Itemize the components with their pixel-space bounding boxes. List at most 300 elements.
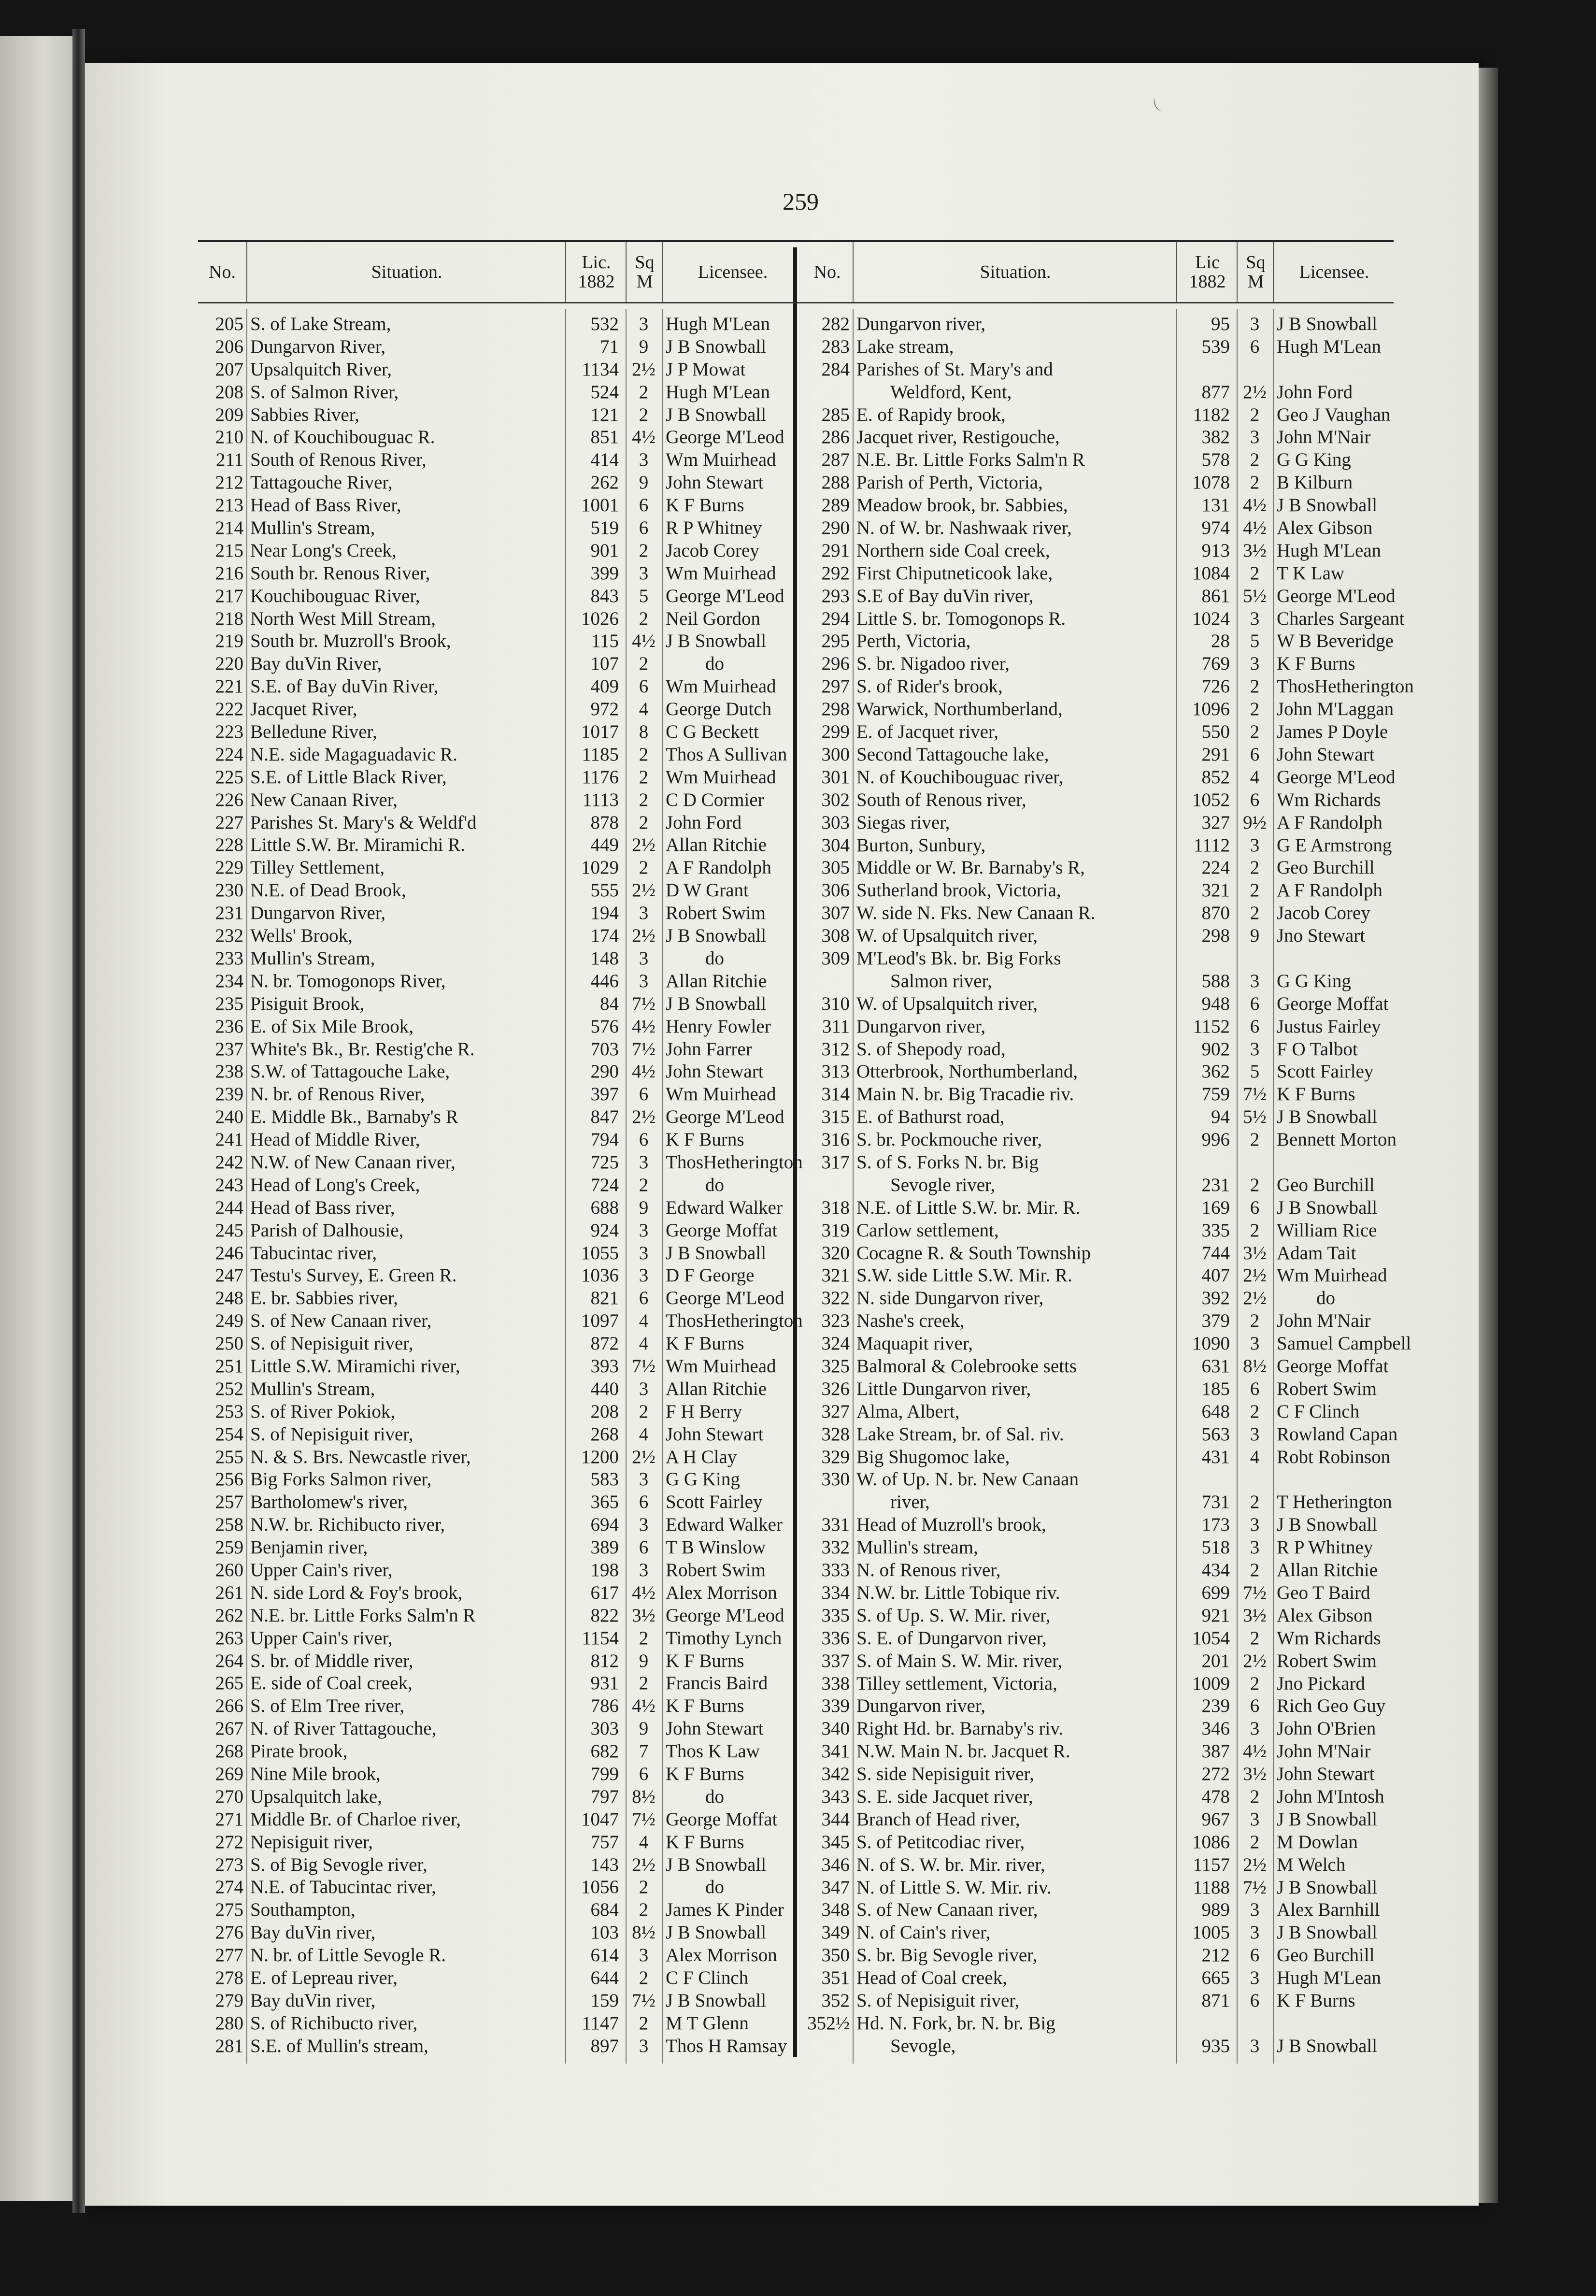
table-row	[198, 1423, 802, 1446]
situation-cell	[250, 812, 563, 834]
situation-text: Pirate brook,	[250, 1741, 348, 1762]
table-row	[802, 993, 1394, 1016]
header-square-miles	[626, 242, 663, 302]
table-row	[802, 404, 1394, 427]
row-number: 239	[215, 1084, 243, 1105]
square-miles: 2	[1250, 1220, 1260, 1241]
licensee-name: Wm Muirhead	[666, 1084, 776, 1105]
situation-text: South of Renous river,	[856, 789, 1026, 810]
situation-text: N. of S. W. br. Mir. river,	[856, 1854, 1045, 1875]
square-miles: 4½	[632, 1061, 656, 1082]
licensee-name: K F Burns	[666, 1831, 744, 1852]
square-miles: 3	[1250, 1537, 1260, 1558]
licence-number: 1078	[1192, 472, 1230, 493]
header-square-miles	[1237, 242, 1274, 302]
row-number: 300	[821, 744, 850, 765]
square-miles: 7	[639, 1741, 649, 1762]
licensee-name: A F Randolph	[666, 857, 771, 878]
situation-text: E. Middle Bk., Barnaby's R	[250, 1106, 458, 1128]
licensee-name: J B Snowball	[666, 925, 767, 947]
licensee-name: J B Snowball	[1277, 495, 1378, 516]
licensee-name: J B Snowball	[1277, 1106, 1378, 1128]
square-miles: 2½	[1243, 1265, 1267, 1286]
licence-number: 699	[1201, 1582, 1230, 1603]
table-row	[802, 517, 1394, 540]
situation-text: Middle Br. of Charloe river,	[250, 1808, 461, 1830]
licence-number: 194	[590, 903, 619, 924]
situation-text: Mullin's Stream,	[250, 517, 375, 539]
situation-text: Nine Mile brook,	[250, 1764, 381, 1784]
situation-text: Belledune River,	[250, 721, 377, 743]
licensee-name: Hugh M'Lean	[1277, 540, 1382, 561]
square-miles: 2	[639, 1627, 649, 1649]
table-row	[802, 336, 1394, 359]
licence-number: 913	[1201, 540, 1230, 561]
situation-cell	[856, 1310, 1174, 1333]
square-miles: 3	[639, 947, 649, 969]
table-row	[198, 1378, 802, 1401]
situation-cell	[250, 1129, 563, 1151]
licensee-name: F O Talbot	[1277, 1038, 1358, 1060]
licence-number: 847	[590, 1106, 619, 1128]
licensee-name: George M'Leod	[666, 427, 784, 448]
square-miles: 2½	[632, 359, 656, 380]
situation-text: S. of New Canaan river,	[856, 1899, 1038, 1921]
table-row	[198, 902, 802, 925]
licence-number: 644	[590, 1967, 619, 1989]
licence-number: 212	[1201, 1945, 1230, 1966]
row-number: 262	[215, 1605, 243, 1626]
licensee-name: J B Snowball	[666, 336, 767, 357]
situation-cell	[856, 426, 1174, 449]
table-row	[802, 1355, 1394, 1378]
situation-cell	[856, 540, 1174, 562]
table-row	[802, 1808, 1394, 1831]
square-miles: 2	[639, 1401, 649, 1422]
situation-cell	[250, 1627, 563, 1650]
situation-cell	[856, 404, 1174, 427]
table-row	[198, 1559, 802, 1582]
situation-cell	[856, 857, 1174, 879]
table-row	[198, 2035, 802, 2058]
licensee-name: K F Burns	[666, 495, 744, 516]
situation-text: N. side Lord & Foy's brook,	[250, 1582, 463, 1603]
situation-cell	[856, 494, 1174, 517]
licence-number: 262	[590, 472, 619, 493]
licence-number: 583	[590, 1469, 619, 1490]
table-row	[802, 1877, 1394, 1899]
square-miles: 3	[1250, 1514, 1260, 1535]
situation-cell	[250, 1287, 563, 1310]
square-miles: 2	[1250, 472, 1260, 493]
square-miles: 3	[639, 562, 649, 584]
licensee-name: A F Randolph	[1277, 880, 1382, 901]
situation-text: S. of River Pokiok,	[250, 1401, 396, 1422]
licence-number: 974	[1201, 517, 1230, 539]
situation-cell	[856, 1559, 1174, 1582]
licensee-name: Geo Burchill	[1277, 1945, 1375, 1966]
table-row	[802, 1854, 1394, 1877]
row-number: 347	[821, 1877, 850, 1898]
licensee-name: B Kilburn	[1277, 472, 1353, 493]
situation-text: Testu's Survey, E. Green R.	[250, 1265, 457, 1286]
square-miles: 7½	[1243, 1582, 1267, 1603]
licence-number: 84	[600, 993, 619, 1014]
licence-number: 897	[590, 2035, 619, 2056]
table-row	[802, 1401, 1394, 1423]
table-row	[198, 1016, 802, 1038]
situation-text: N.E. side Magaguadavic R.	[250, 744, 457, 765]
square-miles: 4	[1250, 766, 1260, 788]
right-license-table	[802, 242, 1414, 2058]
table-row	[802, 1582, 1394, 1605]
licensee-name: ThosHetherington	[1277, 676, 1414, 697]
situation-text: E. of Lepreau river,	[250, 1967, 398, 1989]
situation-cell	[856, 1627, 1174, 1650]
square-miles: 2	[639, 744, 649, 765]
situation-cell	[856, 1899, 1174, 1922]
licensee-name: Justus Fairley	[1277, 1016, 1381, 1037]
header-licensee-text: Licensee.	[698, 261, 768, 282]
table-row	[802, 1718, 1394, 1740]
licensee-name: R P Whitney	[1277, 1537, 1373, 1558]
licensee-name: George M'Leod	[666, 1605, 784, 1626]
row-number: 255	[215, 1446, 243, 1467]
row-number: 295	[821, 631, 850, 652]
licensee-name: T K Law	[1277, 562, 1345, 584]
situation-text: S. E. of Dungarvon river,	[856, 1627, 1047, 1649]
row-number: 205	[215, 314, 243, 334]
table-row	[802, 834, 1394, 857]
licensee-name: Robert Swim	[1277, 1378, 1377, 1399]
situation-text: Sutherland brook, Victoria,	[856, 880, 1061, 901]
table-row	[198, 766, 802, 789]
situation-continuation: river,	[890, 1492, 930, 1513]
table-row	[198, 1627, 802, 1650]
situation-cell	[250, 313, 563, 336]
row-number: 286	[821, 427, 850, 448]
row-number: 220	[215, 653, 243, 674]
header-situation-text: Situation.	[371, 261, 442, 282]
row-number: 289	[821, 495, 850, 516]
licence-number: 1185	[582, 744, 619, 765]
situation-text: S.E. of Mullin's stream,	[250, 2035, 428, 2056]
licence-number: 434	[1201, 1560, 1230, 1581]
licensee-name: G E Armstrong	[1277, 834, 1392, 856]
situation-text: Bay duVin river,	[250, 1990, 376, 2011]
row-number: 209	[215, 404, 243, 425]
licence-number: 291	[1201, 744, 1230, 765]
situation-text: N. br. of Renous River,	[250, 1084, 425, 1105]
row-number: 218	[215, 608, 243, 629]
square-miles: 5	[1250, 1061, 1260, 1082]
table-row	[198, 585, 802, 608]
situation-cell	[250, 970, 563, 993]
licence-number: 1176	[582, 766, 619, 788]
licensee-name: Thos A Sullivan	[666, 744, 787, 765]
square-miles: 6	[639, 1492, 649, 1513]
licensee-name: J B Snowball	[1277, 1197, 1378, 1218]
page-number: 259	[783, 188, 819, 215]
situation-cell	[856, 1786, 1174, 1808]
square-miles: 3	[639, 449, 649, 471]
row-number: 335	[821, 1605, 850, 1626]
licence-number: 290	[590, 1061, 619, 1082]
situation-text: Bartholomew's river,	[250, 1492, 408, 1513]
licence-number: 797	[590, 1786, 619, 1807]
row-number: 302	[821, 789, 850, 810]
licensee-name: John M'Nair	[1277, 1741, 1371, 1762]
row-number: 339	[821, 1695, 850, 1717]
situation-text: N.W. br. Little Tobique riv.	[856, 1582, 1060, 1603]
row-number: 246	[215, 1242, 243, 1263]
table-row	[802, 653, 1394, 675]
situation-cell	[250, 1786, 563, 1808]
row-number: 337	[821, 1650, 850, 1671]
row-number: 321	[821, 1265, 850, 1286]
licensee-name: Jacob Corey	[1277, 903, 1370, 924]
licence-number: 901	[590, 540, 619, 561]
licensee-name: J B Snowball	[1277, 1514, 1378, 1535]
licence-number: 239	[1201, 1695, 1230, 1717]
table-row	[198, 1061, 802, 1083]
licensee-name: J B Snowball	[666, 1854, 767, 1875]
situation-cell	[856, 1220, 1174, 1242]
table-row	[198, 404, 802, 427]
table-row	[198, 1083, 802, 1106]
licensee-name: George Moffat	[1277, 1356, 1389, 1377]
square-miles: 5	[639, 585, 649, 606]
table-row	[198, 1605, 802, 1627]
licensee-name: Wm Muirhead	[666, 449, 776, 471]
situation-cell	[250, 1083, 563, 1106]
table-row	[802, 744, 1394, 766]
situation-cell	[856, 1129, 1174, 1151]
situation-text: N.E. br. Little Forks Salm'n R	[250, 1605, 476, 1626]
licensee-name: T B Winslow	[666, 1537, 766, 1558]
square-miles: 6	[1250, 1945, 1260, 1966]
row-number: 340	[821, 1718, 850, 1739]
situation-text: S. of Big Sevogle river,	[250, 1854, 428, 1875]
situation-text: S. of Rider's brook,	[856, 676, 1003, 697]
row-number: 222	[215, 699, 243, 720]
table-row	[198, 1536, 802, 1559]
row-number: 306	[821, 880, 850, 901]
licence-number: 744	[1201, 1242, 1230, 1263]
table-row	[802, 1468, 1394, 1514]
situation-cell	[250, 834, 563, 857]
licensee-name: ThosHetherington	[666, 1151, 803, 1173]
table-row	[802, 1287, 1394, 1310]
row-number: 298	[821, 699, 850, 720]
situation-text: S. E. side Jacquet river,	[856, 1786, 1033, 1807]
situation-cell	[250, 1016, 563, 1038]
situation-cell	[856, 1944, 1174, 1967]
situation-text: M'Leod's Bk. br. Big Forks	[856, 947, 1061, 969]
licensee-name: Bennett Morton	[1277, 1129, 1397, 1150]
situation-text: Little Dungarvon river,	[856, 1378, 1031, 1399]
table-row	[198, 1582, 802, 1605]
situation-cell	[856, 1831, 1174, 1854]
situation-cell	[250, 1944, 563, 1967]
row-number: 305	[821, 857, 850, 878]
licensee-name: John Stewart	[1277, 1764, 1375, 1785]
square-miles: 4	[639, 1333, 649, 1354]
licensee-name: Alex Morrison	[666, 1945, 777, 1966]
licence-number: 1029	[581, 857, 619, 878]
licensee-name: F H Berry	[666, 1401, 742, 1422]
situation-cell	[856, 766, 1174, 789]
square-miles: 6	[639, 517, 649, 539]
row-number: 301	[821, 766, 850, 788]
situation-cell	[250, 1174, 563, 1197]
licensee-name: Samuel Campbell	[1277, 1333, 1411, 1354]
licence-number: 1009	[1192, 1673, 1230, 1694]
situation-cell	[856, 812, 1174, 834]
situation-text: Balmoral & Colebrooke setts	[856, 1356, 1077, 1377]
licence-number: 1055	[581, 1242, 619, 1263]
situation-text: N.E. of Dead Brook,	[250, 880, 406, 901]
square-miles: 3	[1250, 1808, 1260, 1830]
square-miles: 3	[639, 1559, 649, 1580]
licensee-name: John M'Intosh	[1277, 1786, 1384, 1807]
licence-number: 648	[1201, 1401, 1230, 1422]
licence-number: 996	[1201, 1129, 1230, 1150]
situation-text: Cocagne R. & South Township	[856, 1242, 1091, 1263]
row-number: 277	[215, 1945, 243, 1966]
row-number: 312	[821, 1038, 850, 1060]
licensee-name: J P Mowat	[666, 359, 746, 380]
licence-number: 550	[1201, 721, 1230, 743]
row-number: 241	[215, 1129, 243, 1150]
licence-number: 478	[1201, 1786, 1230, 1807]
situation-text: N.W. br. Richibucto river,	[250, 1514, 445, 1535]
situation-text: N.W. of New Canaan river,	[250, 1151, 456, 1173]
licensee-name: K F Burns	[666, 1129, 744, 1150]
licensee-name: Charles Sargeant	[1277, 608, 1405, 629]
header-licensee	[1273, 242, 1395, 302]
row-number: 270	[215, 1786, 243, 1807]
situation-cell	[856, 1763, 1174, 1786]
situation-cell	[250, 1605, 563, 1627]
square-miles: 6	[639, 1288, 649, 1309]
table-row	[802, 812, 1394, 834]
licence-number: 1056	[581, 1877, 619, 1898]
square-miles: 3	[1250, 1967, 1260, 1989]
licence-number: 870	[1201, 903, 1230, 924]
situation-cell	[250, 1922, 563, 1944]
header-no	[198, 242, 246, 302]
situation-text: N.E. of Little S.W. br. Mir. R.	[856, 1197, 1081, 1218]
licence-number: 821	[590, 1288, 619, 1309]
licensee-name: K F Burns	[666, 1333, 744, 1354]
table-row	[802, 608, 1405, 631]
situation-text: W. of Up. N. br. New Canaan	[856, 1469, 1079, 1490]
square-miles: 6	[639, 1764, 649, 1784]
square-miles: 2½	[1243, 1854, 1267, 1875]
table-row	[198, 1672, 802, 1695]
licensee-name: Thos H Ramsay	[666, 2035, 787, 2056]
square-miles: 2	[639, 1673, 649, 1694]
row-number: 285	[821, 404, 850, 425]
row-number: 299	[821, 721, 850, 743]
situation-cell	[856, 517, 1174, 540]
row-number: 212	[215, 472, 243, 493]
licence-number: 1113	[582, 789, 619, 810]
situation-text: S. br. Big Sevogle river,	[856, 1945, 1038, 1966]
table-row	[802, 1197, 1394, 1220]
square-miles: 8½	[632, 1922, 656, 1943]
licence-number: 407	[1201, 1265, 1230, 1286]
table-row	[802, 766, 1394, 789]
situation-cell	[250, 675, 563, 698]
licence-number: 399	[590, 562, 619, 584]
header-licensee	[662, 242, 803, 302]
licence-number: 148	[590, 947, 619, 969]
table-row	[198, 1401, 802, 1423]
column-rule	[1237, 309, 1238, 2064]
situation-cell	[856, 1378, 1174, 1401]
square-miles: 2	[639, 1174, 649, 1195]
licensee-name: Wm Muirhead	[666, 766, 776, 788]
situation-text: Main N. br. Big Tracadie riv.	[856, 1084, 1074, 1105]
situation-cell	[856, 653, 1174, 675]
licence-number: 208	[590, 1401, 619, 1422]
situation-continuation: Sevogle river,	[890, 1174, 996, 1195]
square-miles: 3	[639, 1151, 649, 1173]
licence-number: 924	[590, 1220, 619, 1241]
situation-cell	[250, 698, 563, 721]
square-miles: 3	[1250, 970, 1260, 991]
square-miles: 4	[639, 1423, 649, 1445]
square-miles: 3	[639, 1378, 649, 1399]
row-number: 267	[215, 1718, 243, 1739]
table-row	[198, 1129, 802, 1151]
row-number: 230	[215, 880, 243, 901]
situation-cell	[856, 1967, 1174, 1990]
licence-number: 935	[1201, 2035, 1230, 2056]
licensee-name: K F Burns	[1277, 653, 1355, 674]
licensee-name: Wm Muirhead	[666, 676, 776, 697]
square-miles: 2	[1250, 699, 1260, 720]
licence-number: 725	[590, 1151, 619, 1173]
situation-cell	[856, 902, 1174, 925]
row-number: 264	[215, 1650, 243, 1671]
page-shadow-edge	[1479, 68, 1498, 2203]
licence-number: 967	[1201, 1808, 1230, 1830]
table-row	[198, 1446, 802, 1469]
table-row	[198, 1899, 802, 1922]
row-number: 318	[821, 1197, 850, 1218]
situation-text: Second Tattagouche lake,	[856, 744, 1049, 765]
situation-text: S.E of Bay duVin river,	[856, 585, 1034, 606]
situation-cell	[250, 517, 563, 540]
row-number: 314	[821, 1084, 850, 1105]
situation-cell	[856, 1061, 1174, 1083]
table-row	[198, 449, 802, 472]
square-miles: 3	[1250, 2035, 1260, 2056]
row-number: 242	[215, 1151, 243, 1173]
situation-cell	[856, 1355, 1174, 1378]
header-situation-text: Situation.	[980, 261, 1051, 282]
licence-number: 115	[591, 631, 619, 652]
row-number: 274	[215, 1877, 243, 1898]
licensee-name: George Dutch	[666, 699, 772, 720]
header-situation	[246, 242, 566, 302]
situation-cell	[856, 1536, 1174, 1559]
square-miles: 3	[1250, 1333, 1260, 1354]
square-miles: 2	[1250, 1786, 1260, 1807]
